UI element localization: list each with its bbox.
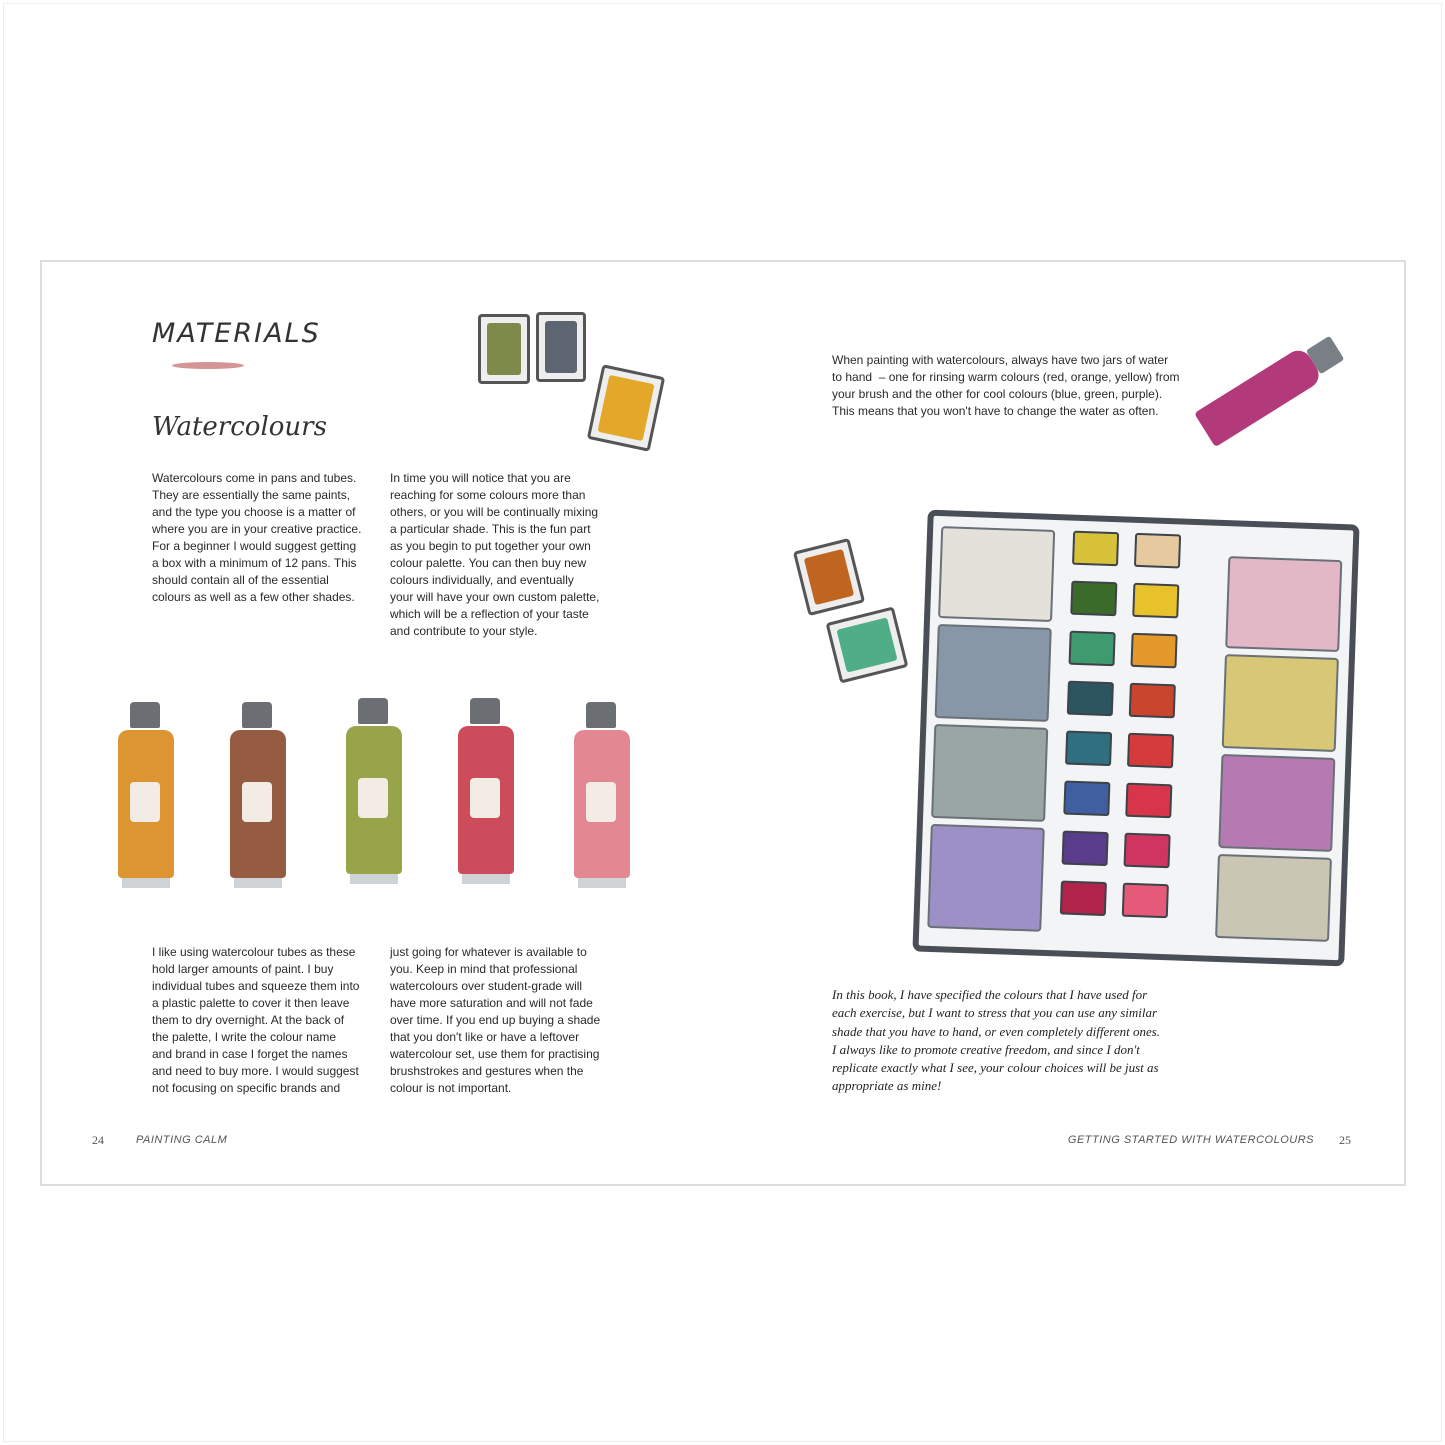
brush-stroke-decoration	[172, 362, 244, 369]
palette-pan	[1134, 533, 1181, 569]
book-spread	[40, 260, 1406, 1186]
palette-pan	[1072, 531, 1119, 567]
palette-pan	[1069, 631, 1116, 667]
left-paragraph-1: Watercolours come in pans and tubes. They are essentially the same paints, and the type you choose is a matter of where you are in your creative practice. For a beginner I would suggest getting a box with a minimum of 12 pans. This should contain all of the essential colours as well as a few other shades.	[152, 471, 362, 604]
paint-tube-red	[454, 698, 514, 888]
page-number-left: 24	[92, 1133, 104, 1147]
mixing-well	[931, 724, 1048, 822]
palette-pan	[1067, 681, 1114, 717]
palette-pan	[1129, 683, 1176, 719]
paint-tube-olive	[342, 698, 402, 888]
watercolour-pan-burnt-orange	[793, 538, 865, 616]
palette-pan	[1127, 733, 1174, 769]
watercolour-pan-grey	[536, 312, 586, 382]
mixing-well	[935, 624, 1052, 722]
mixing-well	[1218, 754, 1335, 852]
running-head-right: GETTING STARTED WITH WATERCOLOURS	[1067, 1134, 1314, 1146]
running-head-left: PAINTING CALM	[136, 1134, 228, 1146]
palette-pan	[1132, 583, 1179, 619]
palette-pan	[1124, 833, 1171, 869]
page-number-right: 25	[1339, 1133, 1351, 1147]
paint-tube-brown	[226, 702, 286, 892]
palette-pan	[1062, 830, 1109, 866]
palette-pan	[1122, 883, 1169, 919]
left-paragraph-4: just going for whatever is available to you. Keep in mind that professional watercolours over student-grade will have more saturation and will not fade over time. If you end up buying a shade that you don't like or have a leftover watercolour set, use them for practising brushstrokes and gestures when the colour is not important.	[390, 945, 601, 1095]
handwritten-note: In this book, I have specified the colours that I have used for each exercise, but I want to stress that you can use any similar shade that you have to hand, or even completely different ones. I always like to promote creative freedom, and since I don't replicate exactly what I see, your colour choices will be just as appropriate as mine!	[832, 987, 1161, 1094]
mixing-well	[1222, 654, 1339, 752]
left-paragraph-3: I like using watercolour tubes as these hold larger amounts of paint. I buy individual tubes and squeeze them into a plastic palette to cover it then leave them to dry overnight. At the back of the palette, I write the colour name and brand in case I forget the names and need to buy more. I would suggest not focusing on specific brands and	[152, 945, 360, 1095]
section-heading: MATERIALS	[152, 318, 321, 349]
palette-pan	[1130, 633, 1177, 669]
paint-tube-magenta	[1191, 323, 1353, 450]
paint-tube-pink	[570, 702, 630, 892]
watercolour-palette-illustration	[912, 510, 1359, 967]
watercolour-pan-green	[478, 314, 530, 384]
watercolour-pan-yellow	[587, 364, 665, 452]
palette-pan	[1060, 880, 1107, 916]
palette-pan	[1063, 781, 1110, 817]
mixing-well	[927, 824, 1045, 932]
palette-pan	[1125, 783, 1172, 819]
left-paragraph-2: In time you will notice that you are reaching for some colours more than others, or you will be continually mixing a particular shade. This is the fun part as you begin to put together your own colour palette. You can then buy new colours individually, and eventually your will have your own custom palette, which will be a reflection of your taste and contribute to your style.	[390, 471, 600, 638]
subheading: Watercolours	[152, 412, 327, 442]
paint-tube-orange	[114, 702, 174, 892]
mixing-well	[938, 526, 1055, 622]
mixing-well	[1215, 854, 1332, 942]
mixing-well	[1225, 556, 1342, 652]
right-paragraph-1: When painting with watercolours, always have two jars of water to hand – one for rinsing warm colours (red, orange, yellow) from your brush and the other for cool colours (blue, green, purple). This means that you won't have to change the water as often.	[832, 353, 1180, 418]
watercolour-pan-teal	[826, 606, 909, 683]
palette-pan	[1070, 581, 1117, 617]
palette-pan	[1065, 731, 1112, 767]
